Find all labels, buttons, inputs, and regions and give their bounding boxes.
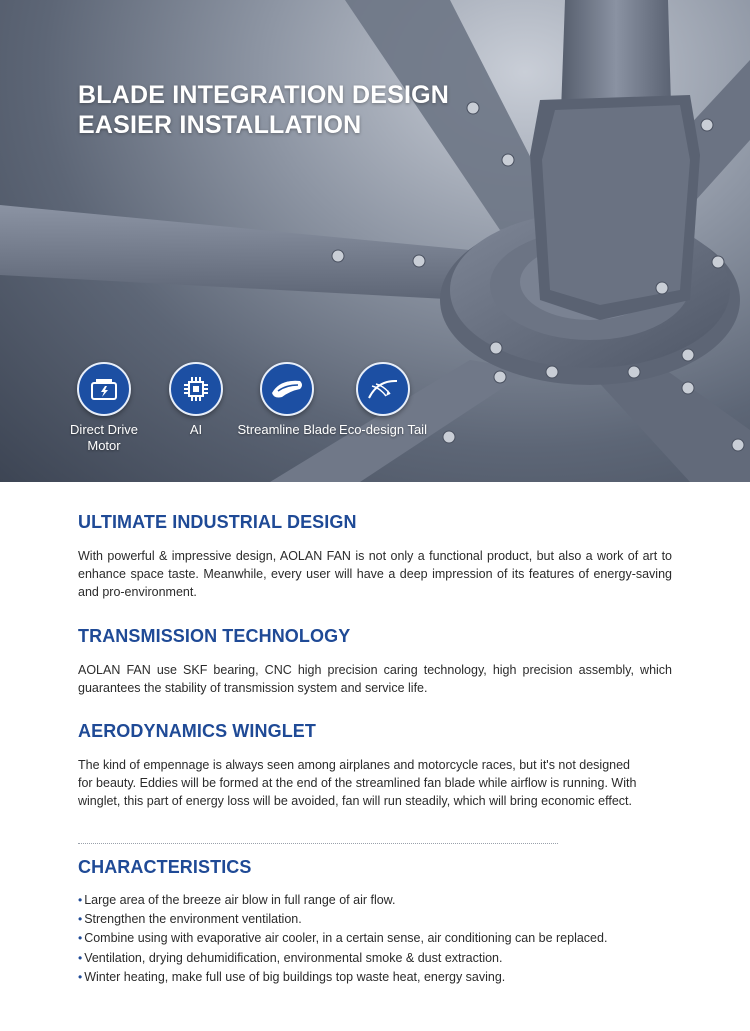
hero-title-line2: EASIER INSTALLATION	[78, 111, 362, 139]
list-item	[78, 949, 678, 968]
feature-label-line1: AI	[189, 422, 203, 437]
hero-banner	[0, 0, 750, 482]
hero-title-line1: BLADE INTEGRATION DESIGN	[78, 81, 450, 109]
chip-icon	[169, 362, 223, 416]
bullet-icon: •	[78, 931, 83, 946]
list-item-text: Winter heating, make full use of big buildings top waste heat, energy saving.	[84, 969, 506, 984]
section-body: The kind of empennage is always seen among airplanes and motorcycle races, but it's not designed for beauty. Eddies will be formed at the end of the streamlined fan blade while airflow is running. With winglet, this part of energy loss will be avoided, fan will run steadily, which will bring economic effect.	[78, 758, 637, 808]
list-item	[78, 929, 678, 948]
feature-label	[328, 422, 438, 438]
list-item	[78, 910, 678, 929]
section-characteristics	[78, 857, 672, 878]
bullet-icon: •	[78, 969, 83, 984]
dotted-divider	[78, 843, 558, 844]
bullet-icon: •	[78, 893, 83, 907]
list-item	[78, 891, 678, 910]
list-item-text: Large area of the breeze air blow in full range of air flow.	[84, 893, 396, 907]
section-transmission-technology	[78, 626, 672, 697]
section-heading: ULTIMATE INDUSTRIAL DESIGN	[78, 512, 357, 532]
list-item-text: Ventilation, drying dehumidification, environmental smoke & dust extraction.	[84, 950, 503, 965]
characteristics-list	[78, 891, 678, 987]
winglet-icon	[356, 362, 410, 416]
list-item-text: Strengthen the environment ventilation.	[84, 912, 302, 927]
feature-label-line1: Direct Drive	[70, 422, 138, 437]
motor-icon	[77, 362, 131, 416]
section-heading: TRANSMISSION TECHNOLOGY	[78, 626, 351, 646]
feature-streamline-blade	[232, 362, 342, 438]
feature-label	[232, 422, 342, 438]
list-item-text: Combine using with evaporative air cooler, in a certain sense, air conditioning can be replaced.	[84, 931, 608, 946]
feature-label-line2: Motor	[87, 438, 121, 453]
section-body: AOLAN FAN use SKF bearing, CNC high precision caring technology, high precision assembly, which guarantees the stability of transmission system and service life.	[78, 663, 672, 695]
section-heading: AERODYNAMICS WINGLET	[78, 721, 316, 741]
hero-title	[78, 80, 449, 140]
feature-label-line1: Eco-design Tail	[339, 422, 427, 437]
bullet-icon: •	[78, 912, 83, 927]
section-industrial-design	[78, 512, 672, 601]
blade-icon	[260, 362, 314, 416]
feature-eco-design-tail	[328, 362, 438, 438]
section-body: With powerful & impressive design, AOLAN FAN is not only a functional product, but also a work of art to enhance space taste. Meanwhile, every user will have a deep impression of its features of energy-saving and pro-environment.	[78, 549, 672, 599]
section-aerodynamics-winglet	[78, 721, 638, 810]
list-item	[78, 968, 678, 987]
section-heading: CHARACTERISTICS	[78, 857, 252, 877]
bullet-icon: •	[78, 950, 83, 965]
feature-label-line1: Streamline Blade	[237, 422, 337, 437]
